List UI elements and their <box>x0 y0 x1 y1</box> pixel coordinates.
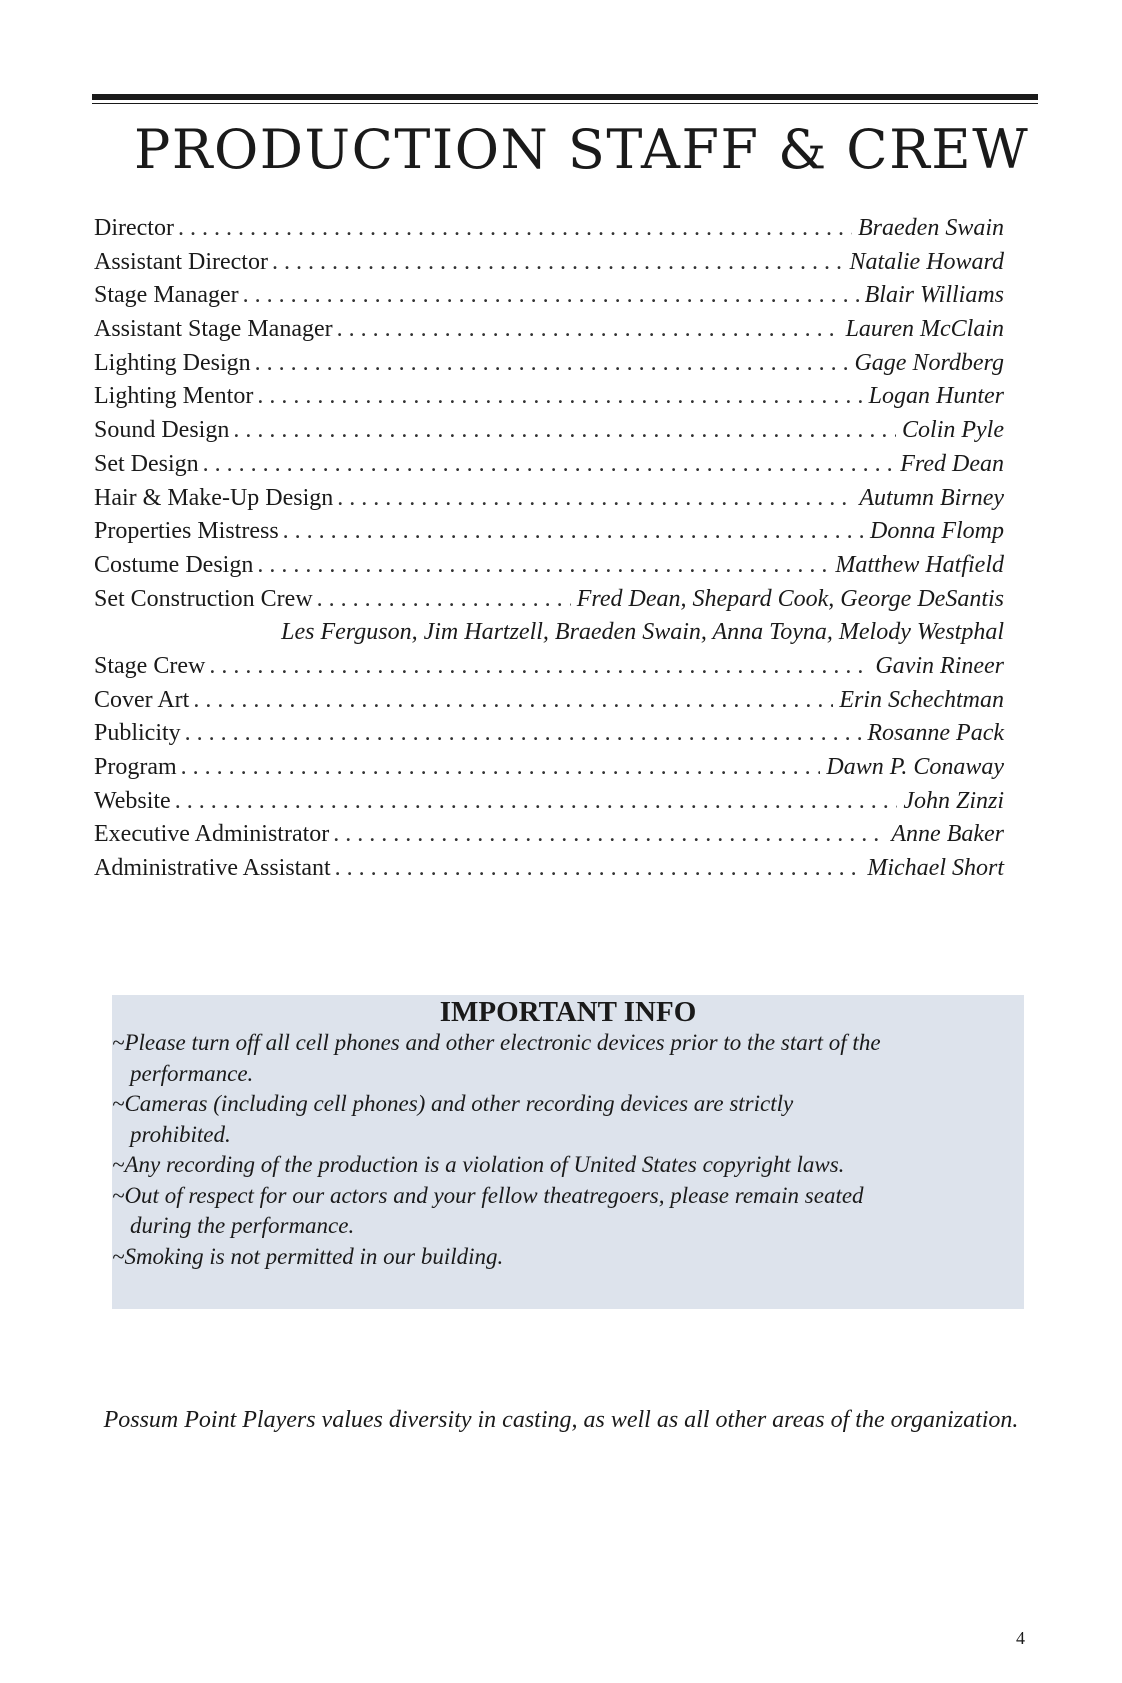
info-item: ~Out of respect for our actors and your fellow theatregoers, please remain seated during the performance. <box>112 1182 864 1238</box>
staff-role: Cover Art <box>94 686 190 713</box>
staff-role: Set Design <box>94 450 199 477</box>
staff-name: Anne Baker <box>891 821 1004 848</box>
page-number: 4 <box>1016 1628 1025 1648</box>
staff-role: Properties Mistress <box>94 518 279 545</box>
staff-name: Colin Pyle <box>902 417 1004 444</box>
info-item: ~Cameras (including cell phones) and other recording devices are strictly prohibited. <box>112 1091 794 1147</box>
staff-row-lighting-design <box>94 347 1004 381</box>
staff-row-assistant-stage-manager <box>94 313 1004 347</box>
dot-leader <box>283 515 864 549</box>
staff-row-cover-art <box>94 684 1004 718</box>
staff-name: Michael Short <box>867 855 1004 882</box>
important-info-heading: IMPORTANT INFO <box>439 996 697 1028</box>
dot-leader <box>203 448 895 482</box>
staff-role: Website <box>94 787 171 814</box>
staff-row-program <box>94 751 1004 785</box>
staff-role: Costume Design <box>94 551 254 578</box>
staff-row-stage-crew <box>94 650 1004 684</box>
staff-name: Gavin Rineer <box>875 652 1004 679</box>
dot-leader <box>243 279 859 313</box>
staff-role: Stage Manager <box>94 282 239 309</box>
staff-name: Autumn Birney <box>859 484 1004 511</box>
staff-row-set-construction-crew <box>94 583 1004 617</box>
staff-row-administrative-assistant <box>94 852 1004 886</box>
staff-list <box>94 212 1004 886</box>
dot-leader <box>193 684 833 718</box>
dot-leader <box>337 482 853 516</box>
staff-row-stage-manager <box>94 279 1004 313</box>
staff-row-costume-design <box>94 549 1004 583</box>
staff-name: Dawn P. Conaway <box>826 754 1004 780</box>
staff-role: Stage Crew <box>94 652 206 679</box>
staff-name: Fred Dean <box>900 450 1004 477</box>
staff-role: Set Construction Crew <box>94 585 313 612</box>
staff-role: Administrative Assistant <box>94 855 331 882</box>
staff-name: Lauren McClain <box>845 316 1004 343</box>
staff-name: Donna Flomp <box>870 518 1004 545</box>
dot-leader <box>209 650 869 684</box>
dot-leader <box>175 785 898 819</box>
info-item: ~Smoking is not permitted in our building. <box>112 1243 504 1269</box>
staff-name: Logan Hunter <box>868 383 1004 410</box>
dot-leader <box>317 583 571 617</box>
important-info-box <box>112 995 1024 1309</box>
dot-leader <box>257 549 829 583</box>
diversity-statement: Possum Point Players values diversity in casting, as well as all other areas of the organization. <box>103 1407 1019 1433</box>
staff-name: Braeden Swain <box>858 215 1004 241</box>
dot-leader <box>333 818 885 852</box>
dot-leader <box>337 313 840 347</box>
staff-role: Lighting Mentor <box>94 383 254 410</box>
staff-name: Fred Dean, Shepard Cook, George DeSantis <box>576 585 1004 612</box>
staff-role: Executive Administrator <box>94 821 330 848</box>
dot-leader <box>335 852 862 886</box>
staff-role: Publicity <box>94 720 181 747</box>
staff-name: John Zinzi <box>903 787 1004 814</box>
staff-role: Assistant Stage Manager <box>94 316 333 343</box>
page-title: PRODUCTION STAFF & CREW <box>134 118 1030 181</box>
staff-role: Director <box>94 215 174 241</box>
info-item: ~Any recording of the production is a violation of United States copyright laws. <box>112 1152 845 1177</box>
dot-leader <box>185 717 862 751</box>
top-rule-thick <box>92 94 1038 100</box>
staff-name: Blair Williams <box>864 282 1004 309</box>
set-construction-crew-continuation: Les Ferguson, Jim Hartzell, Braeden Swain, Anna Toyna, Melody Westphal <box>281 619 1004 646</box>
staff-row-website <box>94 785 1004 819</box>
staff-name: Natalie Howard <box>849 248 1004 275</box>
info-item: ~Please turn off all cell phones and other electronic devices prior to the start of the performance. <box>112 1030 881 1086</box>
dot-leader <box>257 380 862 414</box>
staff-role: Program <box>94 754 177 780</box>
staff-role: Lighting Design <box>94 349 251 376</box>
staff-row-lighting-mentor <box>94 380 1004 414</box>
staff-row-assistant-director <box>94 246 1004 280</box>
staff-row-director <box>94 212 1004 246</box>
staff-row-properties-mistress <box>94 515 1004 549</box>
staff-name: Erin Schechtman <box>839 686 1004 713</box>
staff-role: Assistant Director <box>94 248 268 275</box>
staff-name: Rosanne Pack <box>867 720 1004 747</box>
staff-name: Matthew Hatfield <box>835 551 1004 578</box>
dot-leader <box>272 246 844 280</box>
staff-row-hair-makeup-design <box>94 482 1004 516</box>
staff-role: Hair & Make-Up Design <box>94 484 334 511</box>
dot-leader <box>255 347 849 381</box>
top-rule-thin <box>92 103 1038 104</box>
dot-leader <box>178 212 852 246</box>
staff-role: Sound Design <box>94 417 230 444</box>
staff-row-publicity <box>94 717 1004 751</box>
dot-leader <box>181 751 821 785</box>
staff-row-executive-administrator <box>94 818 1004 852</box>
staff-name: Gage Nordberg <box>854 349 1004 376</box>
important-info-list <box>112 1028 1012 1272</box>
dot-leader <box>233 414 896 448</box>
staff-row-sound-design <box>94 414 1004 448</box>
staff-row-set-design <box>94 448 1004 482</box>
